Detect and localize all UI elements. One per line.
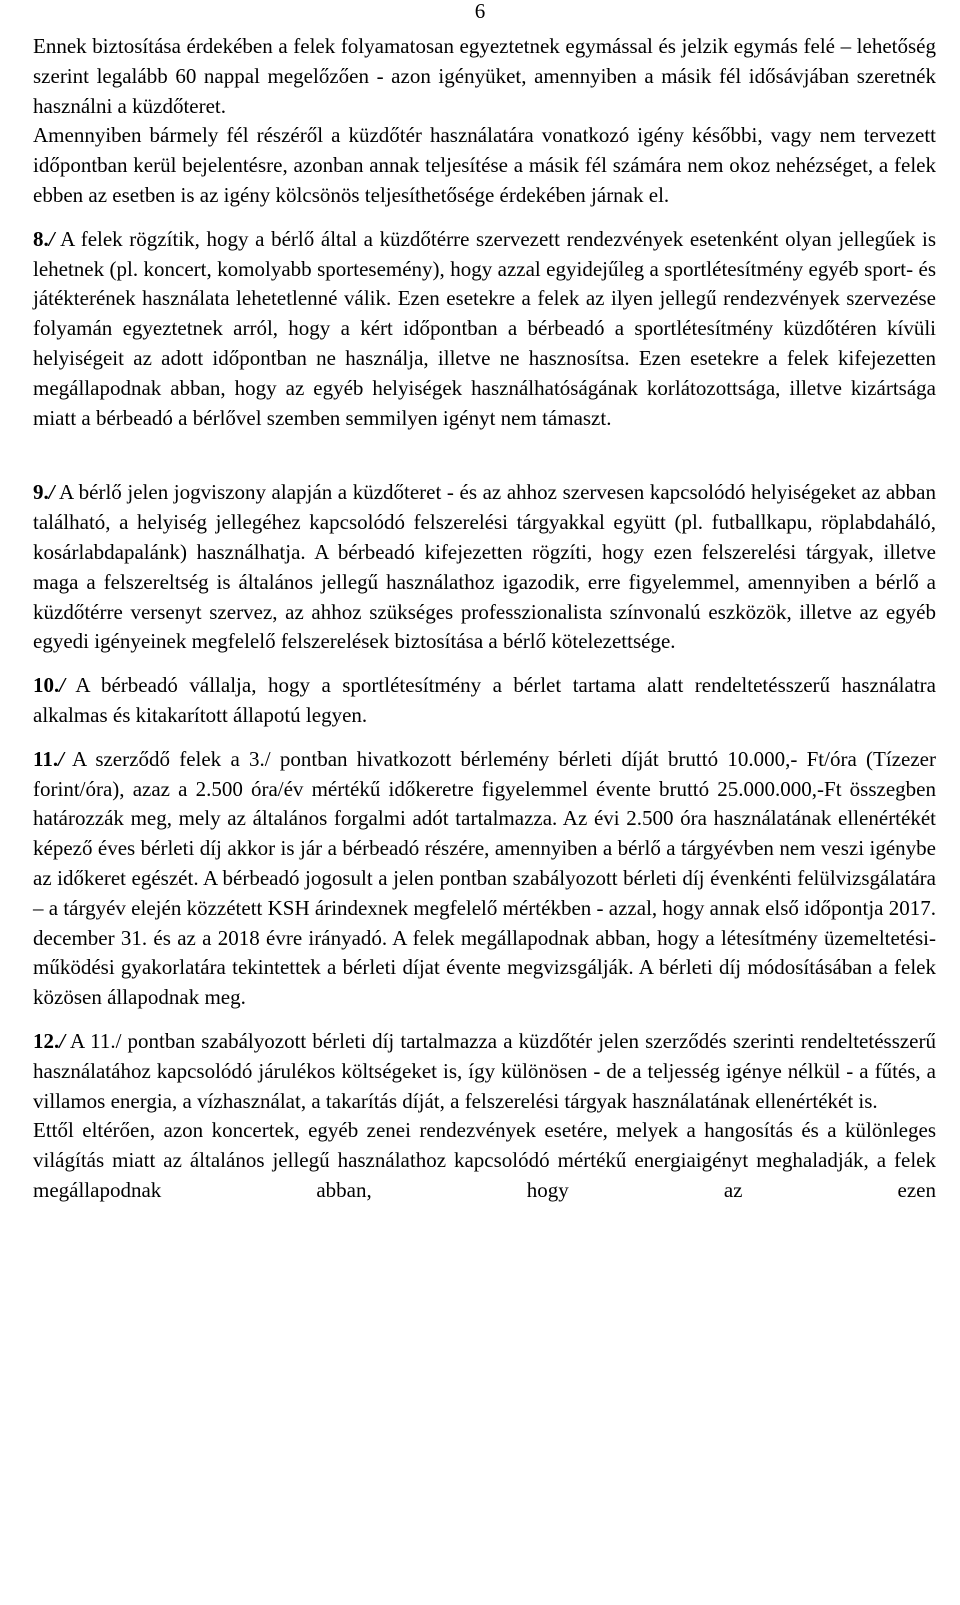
section-text: A bérlő jelen jogviszony alapján a küzdőteret - és az ahhoz szervesen kapcsolódó helyiségeket az abban található, a helyiség jellegéhez kapcsolódó felszerelési tárgyakkal együtt (pl. futballkapu, röplabdaháló, kosárlabdapalánk) használhatja. A bérbeadó kifejezetten rögzíti, hogy ezen felszerelési tárgyak, illetve maga a felszereltség is általános jellegű használathoz igazodik, erre figyelemmel, amennyiben a bérlő a küzdőtérre versenyt szervez, az ahhoz szükséges professzionalista színvonalú eszközök, illetve az egyéb egyedi igényeinek megfelelő felszerelések biztosítása a bérlő kötelezettsége. [33,480,936,654]
section-text: A 11./ pontban szabályozott bérleti díj tartalmazza a küzdőtér jelen szerződés szerinti rendeltetésszerű használatához kapcsolódó járulékos költségeket is, így különösen - de a teljesség igénye nélkül - a fűtés, a villamos energia, a vízhasználat, a takarítás díját, a felszerelési tárgyak használatának ellenértékét is. [33,1028,936,1113]
document-body [33,32,936,1206]
page-number: 6 [474,0,486,23]
section-8-paragraph [33,225,936,434]
section-10-paragraph [33,671,936,731]
section-text: A bérbeadó vállalja, hogy a sportlétesítmény a bérlet tartama alatt rendeltetésszerű használatra alkalmas és kitakarított állapotú legyen. [33,673,936,727]
section-11-paragraph [33,745,936,1013]
section-number: 10./ [33,673,66,698]
intro-paragraph-2: Amennyiben bármely fél részéről a küzdőtér használatára vonatkozó igény későbbi, vagy nem tervezett időpontban kerül bejelentésre, azonban annak teljesítése a másik fél számára nem okoz nehézséget, a felek ebben az esetben is az igény kölcsönös teljesíthetősége érdekében járnak el. [33,123,936,207]
section-text: A szerződő felek a 3./ pontban hivatkozott bérlemény bérleti díját bruttó 10.000,- Ft/óra (Tízezer forint/óra), azaz a 2.500 óra/év mértékű időkeretre figyelemmel évente bruttó 25.000.000,-Ft összegben határozzák meg, mely az általános forgalmi adót tartalmazza. Az évi 2.500 óra használatának ellenértékét képező éves bérleti díj akkor is jár a bérbeadó részére, amennyiben a bérlő a tárgyévben nem veszi igénybe az időkeret egészét. A bérbeadó jogosult a jelen pontban szabályozott bérleti díj évenkénti felülvizsgálatára – a tárgyév elején közzétett KSH árindexnek megfelelő mértékben - azzal, hogy annak első időpontja 2017. december 31. és az a 2018 évre irányadó. A felek megállapodnak abban, hogy a létesítmény üzemeltetési- működési gyakorlatára tekintettek a bérleti díjat évente megvizsgálják. A bérleti díj módosításában a felek közösen állapodnak meg. [33,746,936,1010]
section-9-paragraph [33,478,936,657]
closing-paragraph: Ettől eltérően, azon koncertek, egyéb zenei rendezvények esetére, melyek a hangosítás és a különleges világítás miatt az általános jellegű használathoz kapcsolódó mértékű energiaigényt meghaladják, a felek megállapodnak abban, hogy az ezen [33,1118,936,1202]
section-number: 9./ [33,480,55,505]
section-number: 12./ [33,1028,66,1053]
section-number: 11./ [33,746,64,771]
section-text: A felek rögzítik, hogy a bérlő által a küzdőtérre szervezett rendezvények esetenként olyan jellegűek is lehetnek (pl. koncert, komolyabb sportesemény), hogy azzal egyidejűleg a sportlétesítmény egyéb sport- és játékterének használata lehetetlenné válik. Ezen esetekre a felek az ilyen jellegű rendezvények szervezése folyamán egyeztetnek arról, hogy a kért időpontban a bérbeadó a sportlétesítmény küzdőtéren kívüli helyiségeit az adott időpontban ne használja, illetve ne hasznosítsa. Ezen esetekre a felek kifejezetten megállapodnak abban, hogy az egyéb helyiségek használhatóságának korlátozottsága, illetve kizártsága miatt a bérbeadó a bérlővel szemben semmilyen igényt nem támaszt. [33,226,936,430]
section-number: 8./ [33,226,55,251]
intro-paragraph-1: Ennek biztosítása érdekében a felek folyamatosan egyeztetnek egymással és jelzik egymás felé – lehetőség szerint legalább 60 nappal megelőzően - azon igényüket, amennyiben a másik fél idősávjában szeretnék használni a küzdőteret. [33,34,936,118]
section-12-paragraph [33,1027,936,1116]
